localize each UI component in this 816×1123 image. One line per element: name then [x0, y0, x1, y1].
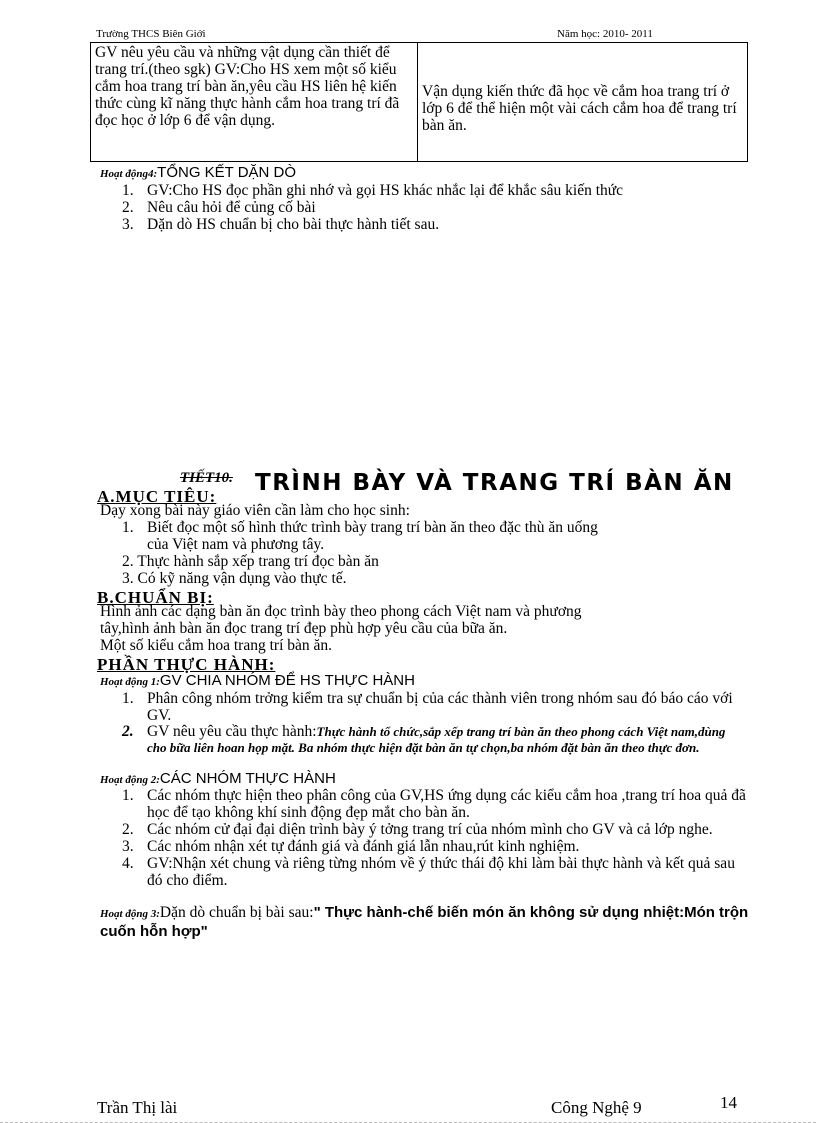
- list-item: 2. GV nêu yêu cầu thực hành:Thực hành tổ chức,sắp xếp trang trí bàn ăn theo phong cách Việt nam,dùng cho bữa liên hoan họp mặt. Ba nhóm thực hiện đặt bàn ăn tự chọn,ba nhóm đặt bàn ăn theo thực đơn.: [122, 723, 726, 755]
- list-item: 3. Dặn dò HS chuẩn bị cho bài thực hành tiết sau.: [122, 216, 440, 233]
- school-name: Trường THCS Biên Giới: [96, 28, 206, 40]
- lesson-number: TIẾT10.: [180, 470, 233, 486]
- list-item: 1. Phân công nhóm trởng kiểm tra sự chuẩn bị của các thành viên trong nhóm sau đó báo cáo với GV.: [122, 690, 733, 724]
- activity-4-heading: [100, 164, 296, 182]
- list-item: 2. Các nhóm cử đại đại diện trình bày ý tởng trang trí của nhóm mình cho GV và cả lớp nghe.: [122, 821, 713, 838]
- activity-3: Hoạt động 3:Dặn dò chuẩn bị bài sau:" Thực hành-chế biến món ăn không sử dụng nhiệt:Món trộn cuốn hỗn hợp": [100, 904, 749, 940]
- lesson-title: TRÌNH BÀY VÀ TRANG TRÍ BÀN ĂN: [255, 470, 734, 496]
- table-cell-student: Vận dụng kiến thức đã học về cắm hoa trang trí ở lớp 6 để thể hiện một vài cách cắm hoa để trang trí bàn ăn.: [418, 43, 748, 162]
- list-item: 1. Các nhóm thực hiện theo phân công của GV,HS ứng dụng các kiểu cắm hoa ,trang trí hoa quả đã học để tạo không khí sinh động đẹp mắt cho bàn ăn.: [122, 787, 746, 821]
- activity-4-title: TỔNG KẾT DẶN DÒ: [157, 164, 297, 181]
- section-b-heading: B.CHUẨN BỊ:: [97, 588, 214, 607]
- school-year: Năm học: 2010- 2011: [557, 28, 653, 40]
- section-a-heading: A.MỤC TIÊU:: [97, 487, 217, 506]
- list-item: 4. GV:Nhận xét chung và riêng từng nhóm về ý thức thái độ khi làm bài thực hành và kết quả sau đó cho điểm.: [122, 855, 735, 889]
- subject-name: Công Nghệ 9: [551, 1098, 642, 1117]
- section-a-intro: Dạy xong bài này giáo viên cần làm cho học sinh:: [100, 502, 410, 519]
- section-a-item-3: 3. Có kỹ năng vận dụng vào thực tế.: [122, 570, 347, 587]
- page-number: 14: [720, 1093, 737, 1112]
- practice-heading: PHẦN THỰC HÀNH:: [97, 655, 276, 674]
- activity-4-label: Hoạt động4:: [100, 168, 158, 180]
- list-item: 1. GV:Cho HS đọc phần ghi nhớ và gọi HS khác nhắc lại để khắc sâu kiến thức: [122, 182, 624, 199]
- activity-1-list: [122, 690, 747, 756]
- table-cell-teacher: GV nêu yêu cầu và những vật dụng cần thiết để trang trí.(theo sgk) GV:Cho HS xem một số kiểu cắm hoa trang trí bàn ăn,yêu cầu HS liên hệ kiến thức cùng kĩ năng thực hành cắm hoa trang trí đã đọc học ở lớp 6 để vận dụng.: [91, 43, 418, 162]
- activity-table: [90, 42, 748, 162]
- activity-4-list: [122, 182, 747, 233]
- section-a-item-2: 2. Thực hành sắp xếp trang trí đọc bàn ăn: [122, 553, 379, 570]
- activity-2-heading: Hoạt động 2:CÁC NHÓM THỰC HÀNH: [100, 770, 336, 787]
- activity-1-heading: Hoạt động 1:GV CHIA NHÓM ĐỂ HS THỰC HÀNH: [100, 672, 415, 689]
- author-name: Trần Thị lài: [97, 1098, 178, 1117]
- section-a-item-1: 1. Biết đọc một số hình thức trình bày trang trí bàn ăn theo đặc thù ăn uống của Việt nam và phương tây.: [122, 519, 598, 553]
- list-item: 2. Nêu câu hỏi để củng cố bài: [122, 199, 316, 216]
- section-b-text: Hình ảnh các dạng bàn ăn đọc trình bày theo phong cách Việt nam và phương tây,hình ảnh bàn ăn đọc trang trí đẹp phù hợp yêu cầu của bữa ăn. Một số kiểu cắm hoa trang trí bàn ăn.: [100, 603, 582, 654]
- activity-2-list: [122, 787, 747, 889]
- list-item: 3. Các nhóm nhận xét tự đánh giá và đánh giá lẫn nhau,rút kinh nghiệm.: [122, 838, 580, 855]
